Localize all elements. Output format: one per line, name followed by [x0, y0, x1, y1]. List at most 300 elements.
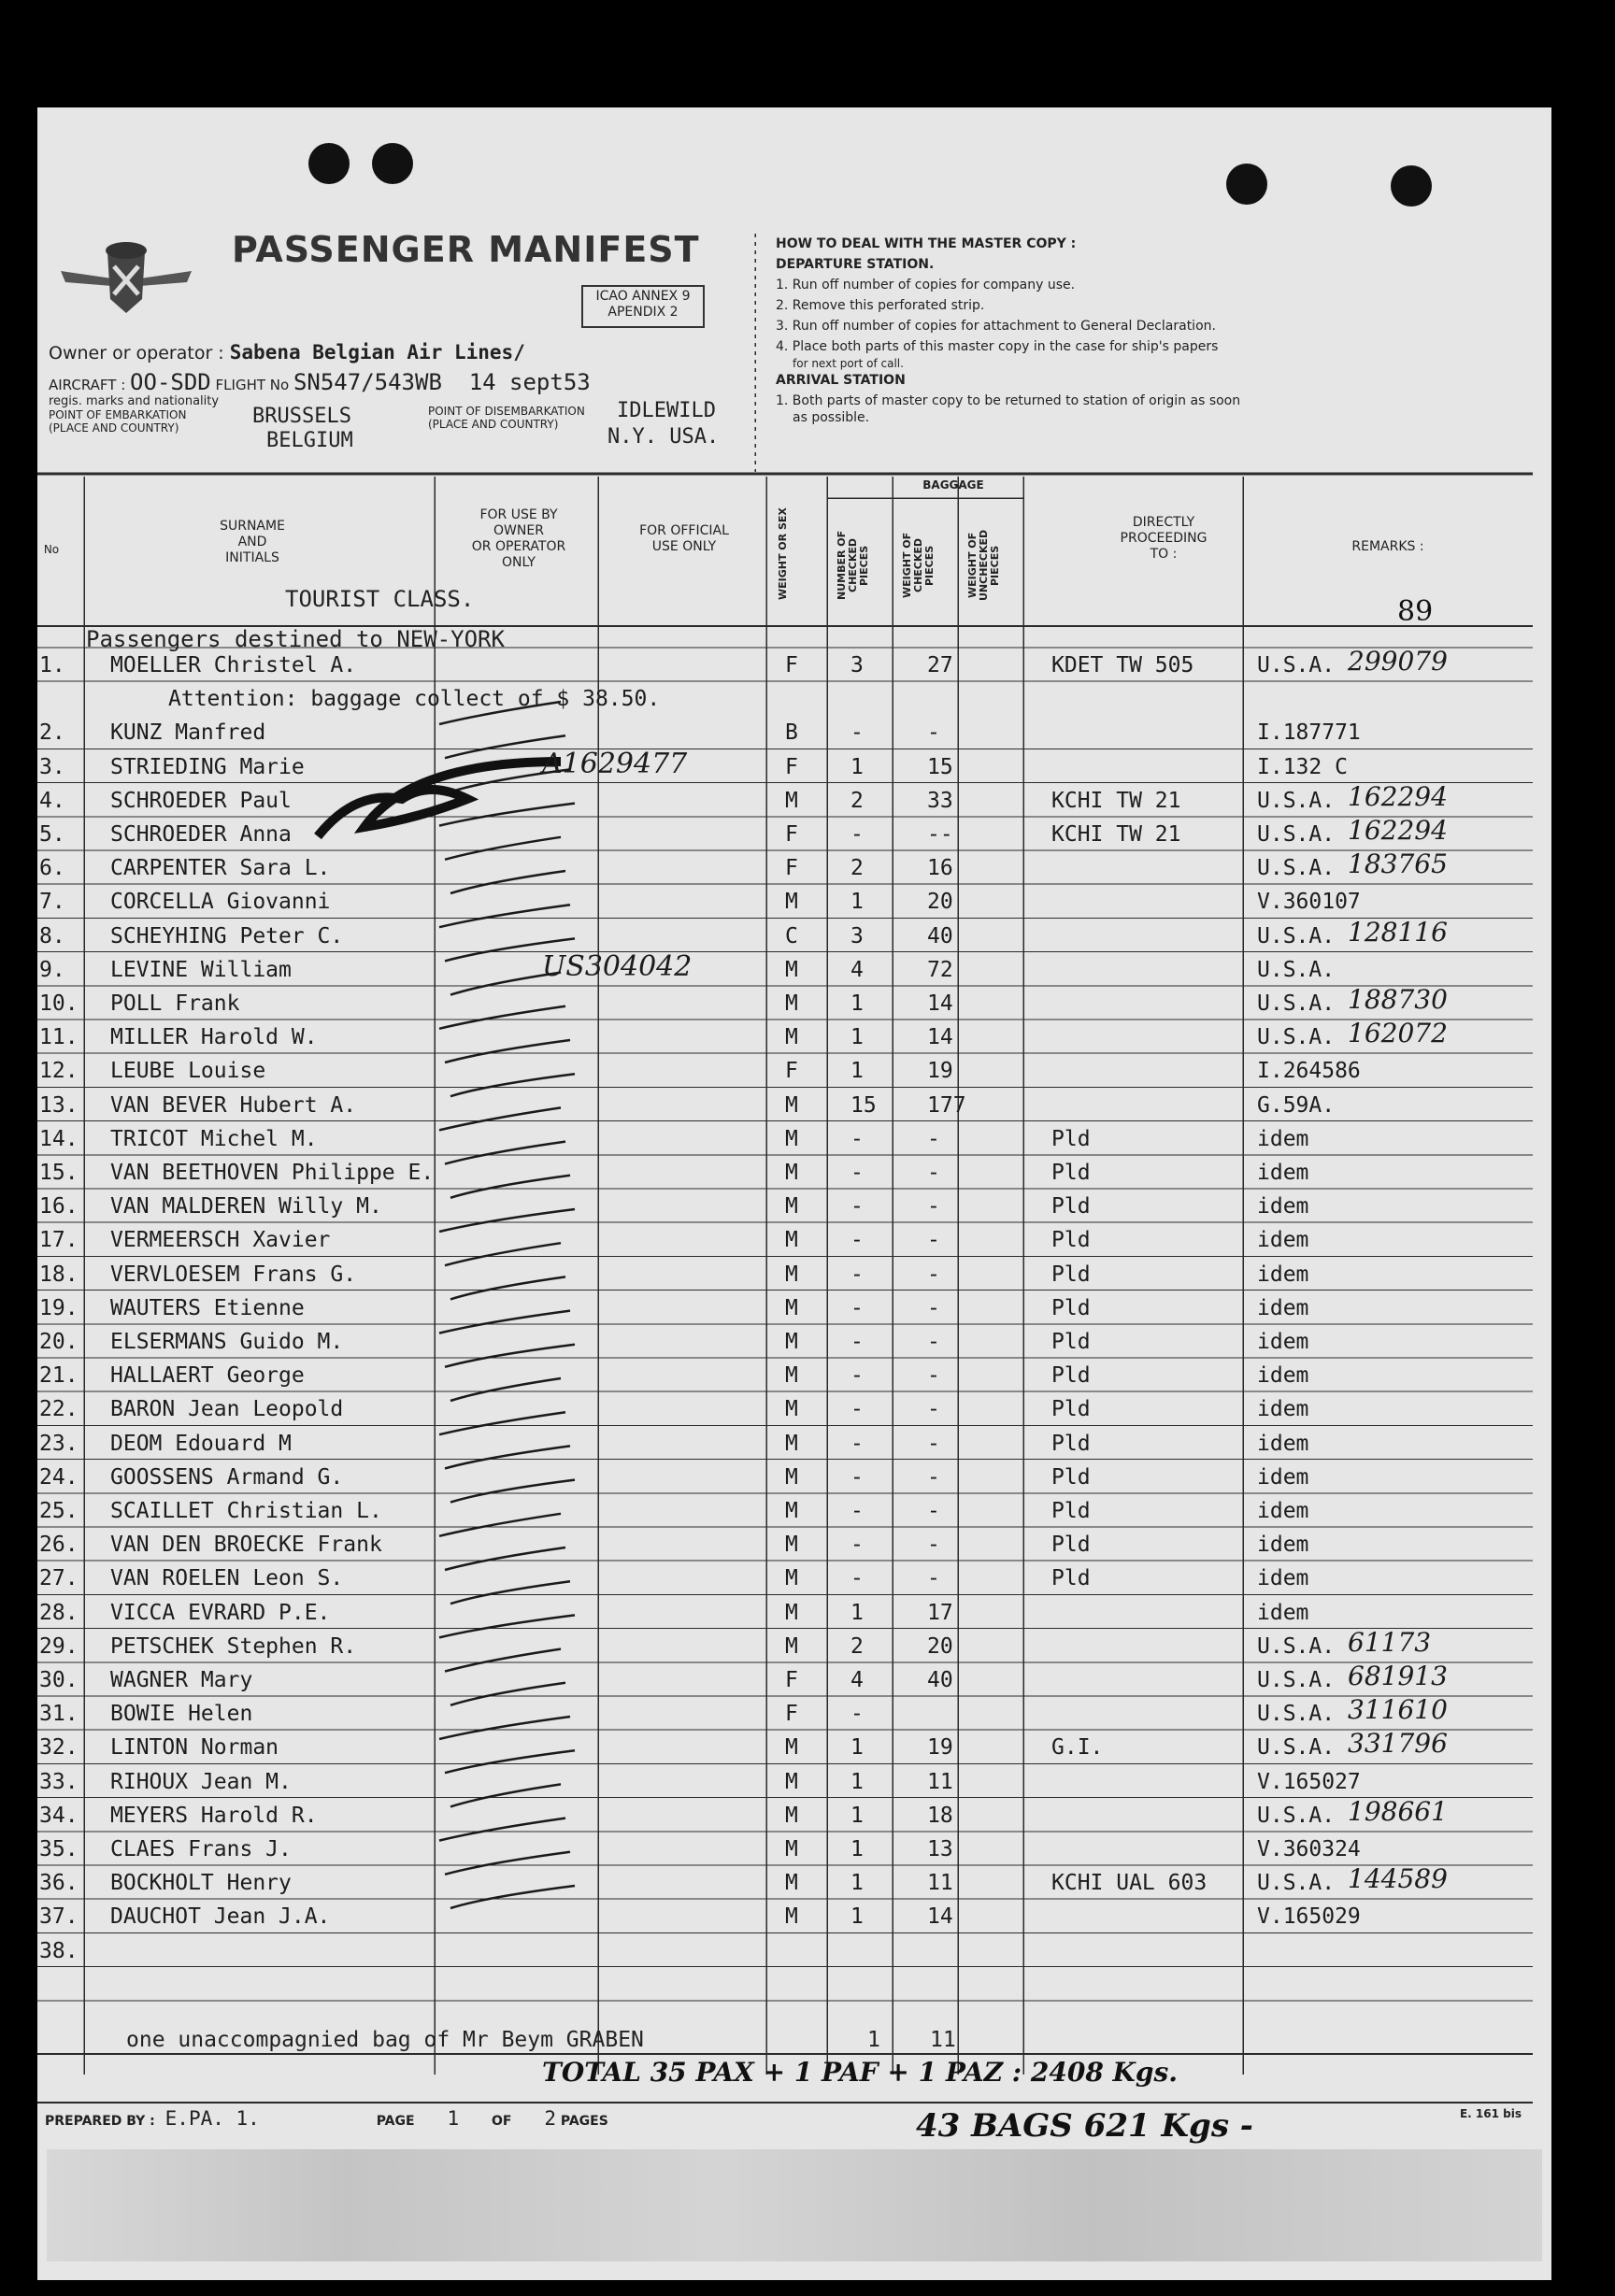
owner-hand: A1629477 — [542, 747, 688, 780]
remarks: V.165029 — [1257, 1904, 1361, 1930]
remarks: V.360324 — [1257, 1837, 1361, 1861]
row-number: 38. — [39, 1938, 79, 1963]
pages-value: 2 — [544, 2107, 556, 2130]
remarks: idem — [1257, 1126, 1309, 1151]
passenger-name: LEUBE Louise — [110, 1059, 266, 1084]
proceeding-to: Pld — [1051, 1161, 1091, 1185]
passenger-sex: M — [785, 788, 798, 813]
remarks: idem — [1257, 1499, 1309, 1523]
checked-pieces: 1 — [850, 754, 864, 779]
checked-weight: - — [927, 1464, 940, 1490]
check-stroke — [439, 1514, 561, 1536]
remarks: V.165027 — [1257, 1769, 1361, 1794]
pages-label: PAGES — [560, 2114, 608, 2129]
checked-weight: 72 — [927, 957, 953, 982]
checked-pieces: - — [850, 1295, 864, 1320]
col-proceeding-line: TO : — [1150, 547, 1178, 562]
checked-weight: - — [927, 1363, 940, 1389]
passenger-name: RIHOUX Jean M. — [110, 1769, 292, 1794]
checked-pieces: - — [850, 1533, 864, 1558]
row-number: 24. — [39, 1464, 79, 1490]
checked-pieces: 2 — [850, 1633, 864, 1659]
passenger-name: LINTON Norman — [110, 1735, 279, 1761]
passenger-name: ELSERMANS Guido M. — [110, 1330, 344, 1354]
checked-pieces: - — [850, 1194, 864, 1219]
passenger-sex: M — [785, 1025, 798, 1050]
col-owner-line: FOR USE BY — [479, 507, 558, 522]
row-number: 32. — [39, 1735, 79, 1761]
checked-weight: - — [927, 1228, 940, 1253]
check-stroke — [445, 1547, 565, 1570]
passenger-sex: F — [785, 653, 798, 677]
checked-pieces: 1 — [850, 1735, 864, 1761]
proceeding-to: Pld — [1051, 1295, 1091, 1320]
page-label: PAGE — [376, 2114, 415, 2129]
checked-pieces: 3 — [850, 923, 864, 948]
col-no: No — [43, 543, 60, 556]
row-number: 29. — [39, 1633, 79, 1659]
checked-weight: 19 — [927, 1059, 953, 1084]
check-stroke — [450, 1683, 565, 1705]
checked-weight: 27 — [927, 653, 953, 677]
page-number-hand: 89 — [1397, 595, 1434, 628]
proceeding-to: Pld — [1051, 1363, 1091, 1389]
proceeding-to: Pld — [1051, 1533, 1091, 1558]
check-stroke — [439, 1006, 565, 1029]
remarks-hand: 128116 — [1348, 916, 1448, 948]
checked-weight: 16 — [927, 856, 953, 881]
passenger-sex: M — [785, 1262, 798, 1287]
passenger-name: SCAILLET Christian L. — [110, 1499, 382, 1523]
row-number: 7. — [39, 890, 65, 915]
unaccompanied-weight: 11 — [930, 2028, 956, 2052]
check-stroke — [445, 1750, 575, 1773]
passenger-sex: F — [785, 1702, 798, 1727]
remarks: idem — [1257, 1228, 1309, 1253]
col-owner-line: OR OPERATOR — [471, 539, 566, 554]
row-number: 28. — [39, 1600, 79, 1625]
remarks-hand: 183765 — [1348, 849, 1448, 880]
passenger-sex: M — [785, 1566, 798, 1591]
remarks: U.S.A. — [1257, 788, 1336, 813]
row-number: 37. — [39, 1904, 79, 1930]
col-weight-or-sex: WEIGHT OR SEX — [777, 507, 789, 601]
checked-pieces: - — [850, 1397, 864, 1422]
col-proceeding-line: DIRECTLY — [1132, 515, 1195, 530]
checked-pieces: - — [850, 1126, 864, 1151]
flight-label: FLIGHT No — [215, 377, 290, 393]
passenger-name: BOWIE Helen — [110, 1702, 253, 1727]
total-hand: TOTAL 35 PAX + 1 PAF + 1 PAZ : 2408 Kgs. — [542, 2057, 1178, 2088]
passenger-sex: M — [785, 1837, 798, 1861]
passenger-name: LEVINE William — [110, 957, 292, 982]
row-number: 20. — [39, 1330, 79, 1354]
remarks: U.S.A. — [1257, 1871, 1336, 1896]
checked-weight: 13 — [927, 1837, 953, 1861]
passenger-name: BOCKHOLT Henry — [110, 1871, 292, 1896]
row-number: 1. — [39, 653, 65, 677]
col-surname-line: AND — [237, 535, 267, 549]
check-stroke — [439, 1412, 565, 1434]
owner-hand: US304042 — [542, 949, 693, 983]
passenger-sex: M — [785, 1228, 798, 1253]
checked-pieces: 1 — [850, 991, 864, 1016]
col-remarks: REMARKS : — [1351, 539, 1424, 554]
checked-weight: - — [927, 1126, 940, 1151]
embark-label: POINT OF EMBARKATION (PLACE AND COUNTRY) — [49, 408, 187, 435]
check-stroke — [450, 1886, 575, 1908]
check-stroke — [445, 1852, 570, 1875]
row-number: 6. — [39, 856, 65, 881]
passenger-name: VAN ROELEN Leon S. — [110, 1566, 344, 1591]
row-number: 21. — [39, 1363, 79, 1389]
checked-pieces: 1 — [850, 1769, 864, 1794]
checked-pieces: 1 — [850, 1059, 864, 1084]
remarks: idem — [1257, 1363, 1309, 1389]
passenger-name: CLAES Frans J. — [110, 1837, 292, 1861]
passenger-sex: M — [785, 1330, 798, 1354]
proceeding-to: Pld — [1051, 1228, 1091, 1253]
passenger-sex: M — [785, 1194, 798, 1219]
passenger-sex: M — [785, 1871, 798, 1896]
passenger-name: VAN BEVER Hubert A. — [110, 1092, 357, 1118]
instruction-line: as possible. — [793, 410, 870, 425]
passenger-sex: M — [785, 1633, 798, 1659]
passenger-name: MOELLER Christel A. — [110, 653, 357, 677]
proceeding-to: Pld — [1051, 1499, 1091, 1523]
checked-weight: 20 — [927, 1633, 953, 1659]
remarks-hand: 188730 — [1348, 984, 1448, 1015]
instruction-line: 3. Run off number of copies for attachment to General Declaration. — [776, 319, 1216, 334]
passenger-sex: M — [785, 1533, 798, 1558]
disembark-label: POINT OF DISEMBARKATION (PLACE AND COUNTRY) — [428, 405, 585, 431]
checked-weight: 40 — [927, 1668, 953, 1692]
passenger-sex: M — [785, 1161, 798, 1185]
remarks: idem — [1257, 1161, 1309, 1185]
remarks: idem — [1257, 1533, 1309, 1558]
passenger-sex: M — [785, 1397, 798, 1422]
remarks-hand: 299079 — [1348, 646, 1448, 677]
remarks: idem — [1257, 1431, 1309, 1456]
instruction-line: 1. Both parts of master copy to be returned to station of origin as soon — [776, 393, 1241, 408]
row-number: 14. — [39, 1126, 79, 1151]
passenger-sex: M — [785, 1904, 798, 1930]
passenger-name: KUNZ Manfred — [110, 720, 266, 746]
check-stroke — [439, 1615, 575, 1637]
checked-pieces: 2 — [850, 788, 864, 813]
checked-pieces: 15 — [850, 1092, 877, 1118]
passenger-sex: M — [785, 1126, 798, 1151]
col-baggage: BAGGAGE — [922, 478, 984, 492]
col-proceeding-line: PROCEEDING — [1120, 531, 1208, 546]
checked-weight: - — [927, 1431, 940, 1456]
passenger-name: CARPENTER Sara L. — [110, 856, 331, 881]
passenger-sex: B — [785, 720, 798, 746]
prepared-value: E.PA. 1. — [164, 2107, 260, 2130]
row-number: 15. — [39, 1161, 79, 1185]
checked-pieces: - — [850, 1161, 864, 1185]
passenger-name: WAUTERS Etienne — [110, 1295, 305, 1320]
row-number: 11. — [39, 1025, 79, 1050]
checked-weight: - — [927, 1397, 940, 1422]
remarks: U.S.A. — [1257, 822, 1336, 847]
proceeding-to: KCHI TW 21 — [1051, 822, 1181, 847]
check-stroke — [450, 1378, 561, 1401]
row-number: 19. — [39, 1295, 79, 1320]
remarks: I.132 C — [1257, 754, 1348, 779]
instruction-line: 4. Place both parts of this master copy in the case for ship's papers — [776, 339, 1219, 354]
remarks: idem — [1257, 1464, 1309, 1490]
proceeding-to: Pld — [1051, 1566, 1091, 1591]
remarks: idem — [1257, 1295, 1309, 1320]
remarks: idem — [1257, 1397, 1309, 1422]
checked-weight: 14 — [927, 1904, 953, 1930]
checked-weight: - — [927, 1499, 940, 1523]
row-number: 3. — [39, 754, 65, 779]
checked-weight: - — [927, 1262, 940, 1287]
passenger-name: DEOM Edouard M — [110, 1431, 292, 1456]
owner-value: Sabena Belgian Air Lines/ — [229, 341, 525, 364]
row-number: 8. — [39, 923, 65, 948]
col-official-use — [606, 523, 763, 555]
checked-weight: 11 — [927, 1871, 953, 1896]
passenger-name: CORCELLA Giovanni — [110, 890, 331, 915]
remarks: idem — [1257, 1262, 1309, 1287]
passenger-name: VERVLOESEM Frans G. — [110, 1262, 357, 1287]
remarks: idem — [1257, 1330, 1309, 1354]
passenger-name: SCHROEDER Anna — [110, 822, 292, 847]
passenger-sex: C — [785, 923, 798, 948]
checked-weight: - — [927, 1330, 940, 1354]
row-number: 23. — [39, 1431, 79, 1456]
checked-weight: 15 — [927, 754, 953, 779]
check-stroke — [439, 1311, 570, 1333]
passenger-name: SCHROEDER Paul — [110, 788, 292, 813]
remarks: U.S.A. — [1257, 923, 1336, 948]
checked-pieces: - — [850, 1431, 864, 1456]
passenger-name: VAN BEETHOVEN Philippe E. — [110, 1161, 435, 1185]
passenger-sex: M — [785, 890, 798, 915]
passenger-sex: M — [785, 1769, 798, 1794]
passenger-name: VERMEERSCH Xavier — [110, 1228, 331, 1253]
remarks: G.59A. — [1257, 1092, 1336, 1118]
form-code: E. 161 bis — [1459, 2107, 1522, 2120]
checked-pieces: - — [850, 1464, 864, 1490]
checked-weight: 177 — [927, 1092, 966, 1118]
checked-pieces: - — [850, 1330, 864, 1354]
instructions-heading: HOW TO DEAL WITH THE MASTER COPY : — [776, 236, 1077, 251]
disembark-city: IDLEWILD — [617, 399, 716, 422]
checked-weight: - — [927, 720, 940, 746]
passenger-name: MEYERS Harold R. — [110, 1803, 318, 1828]
checked-pieces: 1 — [850, 890, 864, 915]
row-number: 4. — [39, 788, 65, 813]
proceeding-to: KCHI UAL 603 — [1051, 1871, 1208, 1896]
col-owner-use — [439, 507, 598, 571]
row-number: 9. — [39, 957, 65, 982]
col-official-line: FOR OFFICIAL — [639, 523, 729, 538]
passenger-name: SCHEYHING Peter C. — [110, 923, 344, 948]
remarks-hand: 198661 — [1348, 1795, 1448, 1827]
passenger-name: STRIEDING Marie — [110, 754, 305, 779]
checked-weight: 18 — [927, 1803, 953, 1828]
checked-pieces: 1 — [850, 1803, 864, 1828]
check-stroke — [445, 1345, 575, 1367]
passenger-sex: M — [785, 1363, 798, 1389]
passenger-name: BARON Jean Leopold — [110, 1397, 344, 1422]
check-stroke — [450, 871, 565, 893]
checked-weight: - — [927, 1161, 940, 1185]
checked-weight: 17 — [927, 1600, 953, 1625]
proceeding-to: Pld — [1051, 1330, 1091, 1354]
remarks-hand: 144589 — [1348, 1863, 1448, 1895]
instructions-arrival: ARRIVAL STATION — [776, 373, 906, 388]
row-number: 18. — [39, 1262, 79, 1287]
col-official-line: USE ONLY — [651, 539, 717, 554]
page-value: 1 — [447, 2107, 460, 2130]
checked-pieces: - — [850, 1566, 864, 1591]
row-number: 16. — [39, 1194, 79, 1219]
row-number: 5. — [39, 822, 65, 847]
proceeding-to: KDET TW 505 — [1051, 653, 1194, 677]
remarks: U.S.A. — [1257, 991, 1336, 1016]
of-label: OF — [491, 2114, 512, 2129]
checked-weight: 14 — [927, 1025, 953, 1050]
proceeding-to: Pld — [1051, 1431, 1091, 1456]
class-label: TOURIST CLASS. — [285, 586, 475, 612]
check-stroke — [445, 837, 561, 860]
check-stroke — [450, 1074, 575, 1096]
owner-label: Owner or operator : — [49, 343, 224, 364]
passenger-sex: M — [785, 1295, 798, 1320]
remarks: I.264586 — [1257, 1059, 1361, 1084]
row-number: 2. — [39, 720, 65, 746]
passenger-sex: F — [785, 1668, 798, 1692]
checked-pieces: - — [850, 720, 864, 746]
flight-date: 14 sept53 — [468, 369, 591, 395]
passenger-name: VAN DEN BROECKE Frank — [110, 1533, 382, 1558]
check-stroke — [445, 1142, 565, 1164]
passenger-name: PETSCHEK Stephen R. — [110, 1633, 357, 1659]
col-surname — [131, 519, 374, 566]
col-num-checked: NUMBER OF CHECKED PIECES — [836, 530, 870, 601]
check-stroke — [439, 1209, 575, 1232]
manifest-sheet — [37, 107, 1551, 2280]
check-stroke — [439, 1717, 570, 1739]
remarks-hand: 61173 — [1348, 1626, 1432, 1658]
check-stroke — [445, 1243, 561, 1265]
embark-country: BELGIUM — [266, 429, 353, 452]
prepared-label: PREPARED BY : — [45, 2114, 155, 2129]
passenger-sex: F — [785, 822, 798, 847]
row-number: 12. — [39, 1059, 79, 1084]
bags-hand: 43 BAGS 621 Kgs - — [916, 2107, 1253, 2145]
check-stroke — [450, 1581, 570, 1604]
col-weight-checked: WEIGHT OF CHECKED PIECES — [901, 532, 936, 599]
passenger-sex: M — [785, 1600, 798, 1625]
proceeding-to: Pld — [1051, 1194, 1091, 1219]
proceeding-to: Pld — [1051, 1397, 1091, 1422]
passenger-sex: M — [785, 1431, 798, 1456]
remarks-hand: 331796 — [1348, 1728, 1448, 1760]
page-title: PASSENGER MANIFEST — [232, 229, 700, 270]
col-surname-line: SURNAME — [220, 519, 285, 534]
proceeding-to: Pld — [1051, 1464, 1091, 1490]
checked-weight: 33 — [927, 788, 953, 813]
check-stroke — [445, 1649, 561, 1672]
remarks: U.S.A. — [1257, 1735, 1336, 1761]
smudged-strip — [47, 2149, 1542, 2261]
col-surname-line: INITIALS — [225, 550, 279, 565]
remarks: I.187771 — [1257, 720, 1361, 746]
unaccompanied-pieces: 1 — [867, 2028, 880, 2052]
checked-pieces: 2 — [850, 856, 864, 881]
unaccompanied-note: one unaccompagnied bag of Mr Beym GRABEN — [126, 2028, 644, 2052]
checked-pieces: 3 — [850, 653, 864, 677]
row-number: 31. — [39, 1702, 79, 1727]
passenger-name: DAUCHOT Jean J.A. — [110, 1904, 331, 1930]
remarks: U.S.A. — [1257, 1702, 1336, 1727]
remarks: U.S.A. — [1257, 856, 1336, 881]
checked-pieces: - — [850, 1228, 864, 1253]
check-stroke — [445, 1040, 570, 1062]
checked-pieces: - — [850, 822, 864, 847]
passenger-name: MILLER Harold W. — [110, 1025, 318, 1050]
remarks-hand: 162072 — [1348, 1018, 1448, 1049]
remarks-hand: 311610 — [1348, 1694, 1448, 1726]
remarks: idem — [1257, 1194, 1309, 1219]
checked-pieces: 1 — [850, 1600, 864, 1625]
checked-pieces: 1 — [850, 1871, 864, 1896]
passenger-name: VICCA EVRARD P.E. — [110, 1600, 331, 1625]
checked-pieces: 1 — [850, 1837, 864, 1861]
row-number: 33. — [39, 1769, 79, 1794]
passenger-name: WAGNER Mary — [110, 1668, 253, 1692]
checked-weight: 14 — [927, 991, 953, 1016]
checked-pieces: - — [850, 1363, 864, 1389]
remarks: U.S.A. — [1257, 1633, 1336, 1659]
checked-weight: - — [927, 1533, 940, 1558]
checked-weight: - — [927, 1194, 940, 1219]
passenger-sex: F — [785, 754, 798, 779]
aircraft-label: AIRCRAFT : — [49, 377, 126, 393]
check-stroke — [450, 1480, 575, 1503]
passenger-sex: M — [785, 1092, 798, 1118]
proceeding-to: Pld — [1051, 1262, 1091, 1287]
passenger-sex: M — [785, 1464, 798, 1490]
row-number: 25. — [39, 1499, 79, 1523]
passenger-sex: M — [785, 991, 798, 1016]
remarks: U.S.A. — [1257, 1025, 1336, 1050]
instruction-line: 1. Run off number of copies for company use. — [776, 278, 1076, 292]
attention-note: Attention: baggage collect of $ 38.50. — [168, 687, 661, 712]
checked-weight: 19 — [927, 1735, 953, 1761]
section-label: Passengers destined to NEW-YORK — [86, 626, 505, 652]
remarks-hand: 162294 — [1348, 780, 1448, 812]
remarks: V.360107 — [1257, 890, 1361, 915]
row-number: 22. — [39, 1397, 79, 1422]
passenger-name: POLL Frank — [110, 991, 240, 1016]
embark-city: BRUSSELS — [252, 405, 351, 428]
passenger-sex: M — [785, 1499, 798, 1523]
remarks: U.S.A. — [1257, 957, 1336, 982]
row-number: 10. — [39, 991, 79, 1016]
col-weight-unchecked: WEIGHT OF UNCHECKED PIECES — [966, 529, 1001, 602]
row-number: 30. — [39, 1668, 79, 1692]
footer — [45, 2107, 1550, 2130]
checked-weight: 11 — [927, 1769, 953, 1794]
check-stroke — [439, 1818, 565, 1841]
